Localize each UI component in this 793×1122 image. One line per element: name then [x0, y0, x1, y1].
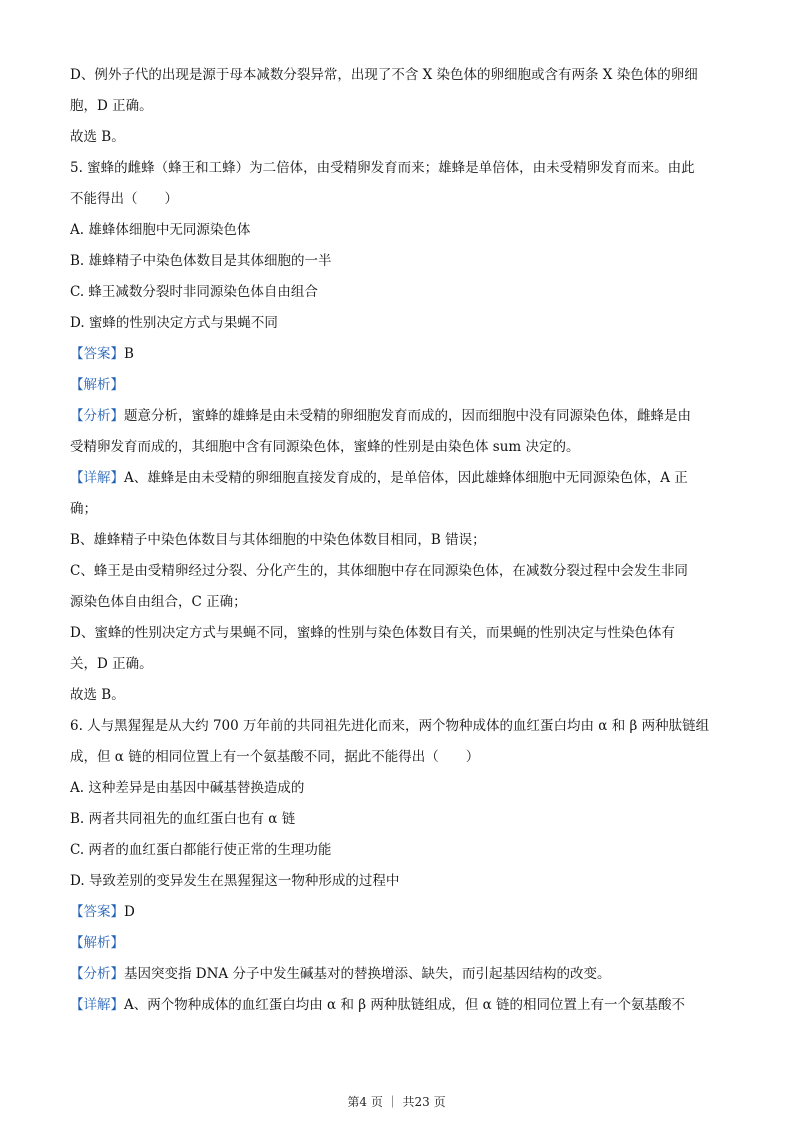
- line-text: 确；: [70, 501, 97, 517]
- xiangjie-tag: 【详解】: [70, 997, 124, 1013]
- line-text: D、例外子代的出现是源于母本减数分裂异常，出现了不含 X 染色体的卵细胞或含有两条 X 染色体的卵细: [70, 67, 698, 83]
- question-6-stem: [70, 711, 725, 742]
- line-text: 5. 蜜蜂的雌蜂（蜂王和工蜂）为二倍体，由受精卵发育而来；雄蜂是单倍体，由未受精卵发育而来。由此: [70, 160, 695, 176]
- line-text: B、雄蜂精子中染色体数目与其体细胞的中染色体数目相同，B 错误；: [70, 532, 486, 548]
- analysis-line: [70, 401, 725, 432]
- line-text: D. 导致差别的变异发生在黑猩猩这一物种形成的过程中: [70, 873, 400, 889]
- line-text: 胞，D 正确。: [70, 98, 153, 114]
- detail-line: [70, 463, 725, 494]
- line-text: A. 雄蜂体细胞中无同源染色体: [70, 222, 251, 238]
- line-text: 故选 B。: [70, 687, 125, 703]
- line-text: A. 这种差异是由基因中碱基替换造成的: [70, 780, 305, 796]
- line-text: 题意分析，蜜蜂的雄蜂是由未受精的卵细胞发育而成的，因而细胞中没有同源染色体，雌蜂是由: [124, 408, 691, 424]
- line-text: 成，但 α 链的相同位置上有一个氨基酸不同，据此不能得出（ ）: [70, 749, 480, 765]
- option-a: [70, 215, 725, 246]
- line-text: C. 两者的血红蛋白都能行使正常的生理功能: [70, 842, 332, 858]
- text-line: [70, 60, 725, 91]
- line-text: C、蜂王是由受精卵经过分裂、分化产生的，其体细胞中存在同源染色体，在减数分裂过程中会发生非同: [70, 563, 688, 579]
- line-text: 6. 人与黑猩猩是从大约 700 万年前的共同祖先进化而来，两个物种成体的血红蛋白均由 α 和 β 两种肽链组: [70, 718, 710, 734]
- detail-line: [70, 587, 725, 618]
- xiangjie-tag: 【详解】: [70, 470, 124, 486]
- analysis-tag: 【解析】: [70, 935, 124, 951]
- option-b: [70, 804, 725, 835]
- line-text: B. 雄蜂精子中染色体数目是其体细胞的一半: [70, 253, 332, 269]
- line-text: B. 两者共同祖先的血红蛋白也有 α 链: [70, 811, 296, 827]
- detail-line: [70, 649, 725, 680]
- option-d: [70, 308, 725, 339]
- line-text: D、蜜蜂的性别决定方式与果蝇不同，蜜蜂的性别与染色体数目有关，而果蝇的性别决定与性染色体有: [70, 625, 675, 641]
- option-a: [70, 773, 725, 804]
- answer-line: [70, 897, 725, 928]
- analysis-line: [70, 959, 725, 990]
- line-text: 受精卵发育而成的，其细胞中含有同源染色体，蜜蜂的性别是由染色体 sum 决定的。: [70, 439, 580, 455]
- option-d: [70, 866, 725, 897]
- option-c: [70, 835, 725, 866]
- answer-tag: 【答案】: [70, 904, 124, 920]
- text-line: [70, 122, 725, 153]
- line-text: 故选 B。: [70, 129, 125, 145]
- line-text: A、雄蜂是由未受精的卵细胞直接发育成的，是单倍体，因此雄蜂体细胞中无同源染色体，A 正: [124, 470, 688, 486]
- answer-tag: 【答案】: [70, 346, 124, 362]
- line-text: 基因突变指 DNA 分子中发生碱基对的替换增添、缺失，而引起基因结构的改变。: [124, 966, 611, 982]
- answer-line: [70, 339, 725, 370]
- option-c: [70, 277, 725, 308]
- line-text: 不能得出（ ）: [70, 191, 178, 207]
- line-text: 源染色体自由组合，C 正确；: [70, 594, 247, 610]
- question-5-stem: [70, 184, 725, 215]
- line-text: D. 蜜蜂的性别决定方式与果蝇不同: [70, 315, 278, 331]
- text-line: [70, 91, 725, 122]
- document-body: [70, 60, 725, 1021]
- fenxi-tag: 【分析】: [70, 966, 124, 982]
- detail-line: [70, 990, 725, 1021]
- detail-line: [70, 556, 725, 587]
- line-text: 关，D 正确。: [70, 656, 153, 672]
- detail-line: [70, 618, 725, 649]
- option-b: [70, 246, 725, 277]
- detail-line: [70, 525, 725, 556]
- question-5-stem: [70, 153, 725, 184]
- line-text: D: [124, 904, 135, 920]
- detail-line: [70, 494, 725, 525]
- analysis-tag: 【解析】: [70, 377, 124, 393]
- line-text: C. 蜂王减数分裂时非同源染色体自由组合: [70, 284, 318, 300]
- fenxi-tag: 【分析】: [70, 408, 124, 424]
- analysis-line: [70, 432, 725, 463]
- analysis-heading: [70, 928, 725, 959]
- question-6-stem: [70, 742, 725, 773]
- line-text: A、两个物种成体的血红蛋白均由 α 和 β 两种肽链组成，但 α 链的相同位置上有一个氨基酸不: [124, 997, 686, 1013]
- page-footer: 第4 页 ｜ 共23 页: [347, 1095, 446, 1109]
- line-text: B: [124, 346, 134, 362]
- choose-line: [70, 680, 725, 711]
- analysis-heading: [70, 370, 725, 401]
